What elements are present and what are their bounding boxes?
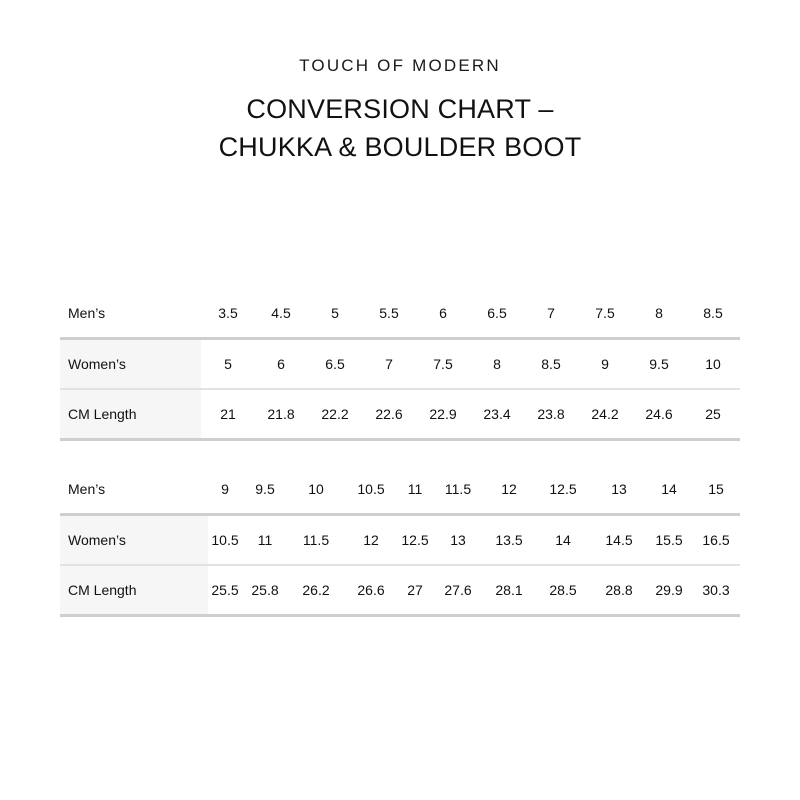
size-cell: 11.5	[444, 481, 472, 497]
size-cell: 24.2	[591, 406, 619, 422]
size-cell: 8.5	[703, 305, 723, 321]
size-cell: 12	[501, 481, 517, 497]
size-cell: 23.4	[483, 406, 511, 422]
size-cell: 24.6	[645, 406, 673, 422]
size-cell: 10	[705, 356, 721, 372]
size-cell: 13	[450, 532, 466, 548]
size-cell: 9.5	[649, 356, 669, 372]
row-label: CM Length	[68, 582, 137, 598]
size-cell: 7.5	[433, 356, 453, 372]
size-cell: 7.5	[595, 305, 615, 321]
size-cell: 8	[655, 305, 663, 321]
size-cell: 4.5	[271, 305, 291, 321]
size-cell: 23.8	[537, 406, 565, 422]
size-cell: 6	[439, 305, 447, 321]
divider	[60, 438, 740, 441]
size-table-2	[60, 464, 740, 616]
size-table-1	[60, 288, 740, 440]
row-label: Men’s	[68, 481, 106, 497]
size-cell: 13.5	[495, 532, 523, 548]
size-cell: 11	[257, 532, 273, 548]
row-label: CM Length	[68, 406, 137, 422]
size-cell: 28.8	[605, 582, 633, 598]
size-cell: 21	[220, 406, 236, 422]
size-cell: 21.8	[267, 406, 295, 422]
size-cell: 9	[601, 356, 609, 372]
size-cell: 12	[363, 532, 379, 548]
size-cell: 30.3	[702, 582, 730, 598]
size-cell: 7	[547, 305, 555, 321]
table-row-cm-length	[60, 566, 740, 615]
size-cell: 10	[308, 481, 324, 497]
chart-title-line-1: CONVERSION CHART –	[246, 94, 554, 124]
size-cell: 10.5	[211, 532, 239, 548]
size-cell: 15	[708, 481, 724, 497]
size-cell: 28.1	[495, 582, 523, 598]
row-label: Women’s	[68, 356, 126, 372]
size-cell: 26.2	[302, 582, 330, 598]
size-cell: 8	[493, 356, 501, 372]
row-label: Women’s	[68, 532, 126, 548]
size-cell: 12.5	[401, 532, 429, 548]
size-cell: 25.8	[251, 582, 279, 598]
size-cell: 6.5	[325, 356, 345, 372]
size-cell: 15.5	[655, 532, 683, 548]
size-cell: 11.5	[302, 532, 330, 548]
size-cell: 25.5	[211, 582, 239, 598]
size-cell: 11	[407, 481, 423, 497]
size-cell: 5.5	[379, 305, 399, 321]
size-cell: 5	[224, 356, 232, 372]
size-cell: 13	[611, 481, 627, 497]
divider	[60, 614, 740, 617]
table-row-mens	[60, 288, 740, 338]
size-cell: 6	[277, 356, 285, 372]
chart-title-line-2: CHUKKA & BOULDER BOOT	[218, 132, 582, 162]
size-cell: 14.5	[605, 532, 633, 548]
table-row-cm-length	[60, 390, 740, 439]
size-cell: 5	[331, 305, 339, 321]
size-cell: 7	[385, 356, 393, 372]
size-cell: 25	[705, 406, 721, 422]
size-cell: 22.6	[375, 406, 403, 422]
size-cell: 16.5	[702, 532, 730, 548]
brand-logo: TOUCH OF MODERN	[299, 56, 501, 75]
size-cell: 3.5	[218, 305, 238, 321]
table-row-mens	[60, 464, 740, 514]
size-cell: 29.9	[655, 582, 683, 598]
size-cell: 14	[555, 532, 571, 548]
size-cell: 22.9	[429, 406, 457, 422]
size-cell: 9	[221, 481, 229, 497]
size-cell: 6.5	[487, 305, 507, 321]
size-cell: 22.2	[321, 406, 349, 422]
size-cell: 28.5	[549, 582, 577, 598]
row-label: Men’s	[68, 305, 106, 321]
size-cell: 12.5	[549, 481, 577, 497]
size-cell: 9.5	[255, 481, 275, 497]
size-cell: 26.6	[357, 582, 385, 598]
size-cell: 14	[661, 481, 677, 497]
table-row-womens	[60, 516, 740, 565]
size-cell: 8.5	[541, 356, 561, 372]
size-cell: 10.5	[357, 481, 385, 497]
size-cell: 27.6	[444, 582, 472, 598]
table-row-womens	[60, 340, 740, 389]
size-cell: 27	[407, 582, 423, 598]
